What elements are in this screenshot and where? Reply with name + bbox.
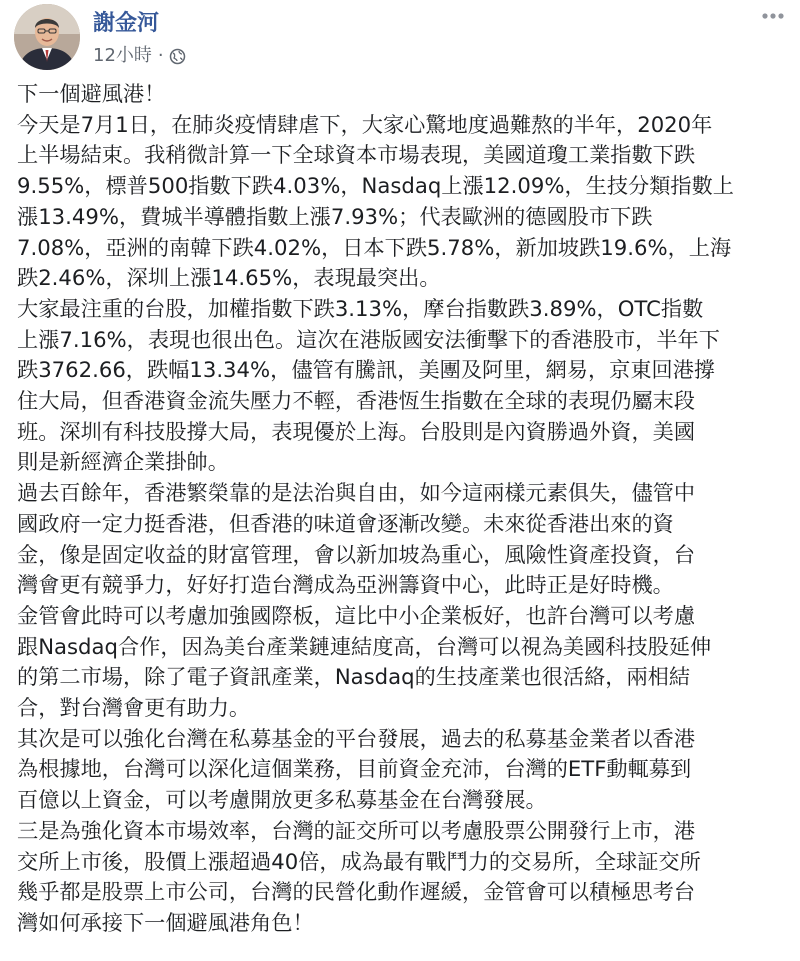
- post-text-line: 國政府一定力挺香港，但香港的味道會逐漸改變。未來從香港出來的資: [17, 510, 674, 536]
- post-text-line: 灣會更有競爭力，好好打造台灣成為亞洲籌資中心，此時正是好時機。: [17, 572, 674, 598]
- post-text-line: 住大局，但香港資金流失壓力不輕，香港恆生指數在全球的表現仍屬末段: [17, 388, 696, 414]
- post-text-line: 的第二市場，除了電子資訊產業，Nasdaq的生技產業也很活絡，兩相結: [17, 664, 691, 690]
- post-text-line: 幾乎都是股票上市公司，台灣的民營化動作遲緩，金管會可以積極思考台: [17, 879, 696, 905]
- post-text-line: 灣如何承接下一個避風港角色！: [17, 909, 314, 935]
- more-options-icon[interactable]: [760, 8, 786, 22]
- post-text-line: 金，像是固定收益的財富管理，會以新加坡為重心，風險性資產投資，台: [17, 541, 696, 567]
- author-name[interactable]: 謝金河: [93, 11, 160, 36]
- globe-icon[interactable]: [169, 48, 186, 65]
- post-body: [17, 79, 789, 939]
- post-text-line: 跌3762.66，跌幅13.34%，儘管有騰訊，美團及阿里，網易，京東回港撐: [17, 357, 716, 383]
- meta-separator: ·: [157, 45, 164, 66]
- post-text-line: 今天是7月1日，在肺炎疫情肆虐下，大家心驚地度過難熬的半年，2020年: [17, 111, 713, 137]
- post-text-line: 漲13.49%，費城半導體指數上漲7.93%；代表歐洲的德國股市下跌: [17, 203, 653, 229]
- post-meta: [93, 44, 186, 68]
- post-text-line: 過去百餘年，香港繁榮靠的是法治與自由，如今這兩樣元素俱失，儘管中: [17, 480, 696, 506]
- post-text-line: 上漲7.16%，表現也很出色。這次在港版國安法衝擊下的香港股市，半年下: [17, 326, 720, 352]
- post-text-line: 9.55%，標普500指數下跌4.03%，Nasdaq上漲12.09%，生技分類指數上: [17, 173, 734, 199]
- post-text-line: 大家最注重的台股，加權指數下跌3.13%，摩台指數跌3.89%，OTC指數: [17, 295, 704, 321]
- author-avatar[interactable]: [14, 4, 80, 70]
- post-text-line: 下一個避風港！: [17, 81, 166, 106]
- post-text-line: 其次是可以強化台灣在私募基金的平台發展，過去的私募基金業者以香港: [17, 725, 696, 751]
- post-text-line: 跌2.46%，深圳上漲14.65%，表現最突出。: [17, 265, 441, 291]
- post-text-line: 百億以上資金，可以考慮開放更多私募基金在台灣發展。: [17, 787, 547, 813]
- post-text-line: 則是新經濟企業掛帥。: [17, 449, 229, 475]
- post-text-line: 上半場結束。我稍微計算一下全球資本市場表現，美國道瓊工業指數下跌: [17, 142, 696, 168]
- post-text-line: 三是為強化資本市場效率，台灣的証交所可以考慮股票公開發行上市，港: [17, 817, 696, 843]
- avatar-portrait: [14, 4, 80, 70]
- post-text-line: 為根據地，台灣可以深化這個業務，目前資金充沛，台灣的ETF動輒募到: [17, 756, 692, 782]
- post-text-line: 合，對台灣會更有助力。: [17, 695, 251, 721]
- post-header: [14, 4, 786, 70]
- post-text-line: 7.08%，亞洲的南韓下跌4.02%，日本下跌5.78%，新加坡跌19.6%，上海: [17, 234, 732, 260]
- post-text-line: 跟Nasdaq合作，因為美台產業鏈連結度高，台灣可以視為美國科技股延伸: [17, 633, 712, 659]
- post-text-line: 班。深圳有科技股撐大局，表現優於上海。台股則是內資勝過外資，美國: [17, 418, 696, 444]
- post-text-line: 交所上市後，股價上漲超過40倍，成為最有戰鬥力的交易所，全球証交所: [17, 848, 701, 874]
- post-text-line: 金管會此時可以考慮加強國際板，這比中小企業板好，也許台灣可以考慮: [17, 602, 696, 628]
- post-timestamp[interactable]: 12小時: [93, 45, 152, 66]
